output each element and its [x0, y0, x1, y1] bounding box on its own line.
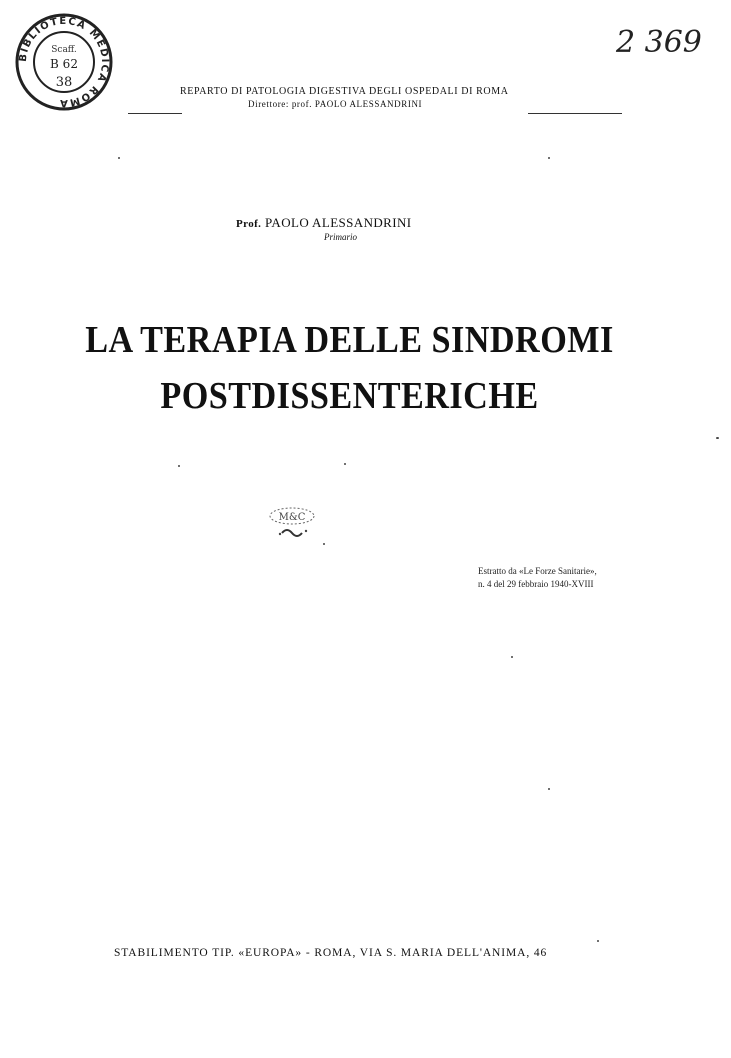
- paper-speck: [511, 656, 513, 658]
- extract-note-line2: n. 4 del 29 febbraio 1940-XVIII: [478, 579, 594, 589]
- stamp-center-line3: 38: [55, 75, 73, 90]
- author-name: PAOLO ALESSANDRINI: [264, 215, 412, 230]
- extract-note-line1: Estratto da «Le Forze Sanitarie»,: [478, 566, 597, 576]
- stamp-center-line1: Scaff.: [51, 45, 77, 55]
- library-stamp: [14, 12, 114, 112]
- publisher-mark: [262, 503, 322, 543]
- document-title-line1: LA TERAPIA DELLE SINDROMI: [85, 319, 614, 361]
- printer-imprint: STABILIMENTO TIP. «EUROPA» - ROMA, VIA S. MARIA DELL'ANIMA, 46: [114, 947, 548, 959]
- author-line: [236, 215, 496, 231]
- svg-text:2 369: 2 369: [616, 25, 702, 60]
- director-line: Direttore: prof. PAOLO ALESSANDRINI: [248, 99, 423, 109]
- header-rule-left: [128, 113, 182, 114]
- paper-speck: [323, 543, 325, 545]
- paper-speck: [178, 465, 180, 467]
- author-role: Primario: [324, 232, 358, 242]
- author-prefix: Prof.: [236, 218, 262, 230]
- svg-text:M&C: M&C: [278, 512, 306, 523]
- paper-speck: [344, 463, 346, 465]
- stamp-center-line2: B 62: [50, 57, 78, 71]
- header-rule-right: [528, 113, 622, 114]
- document-title-line2: POSTDISSENTERICHE: [160, 375, 539, 417]
- stamp-ring-text: BIBLIOTECA MEDICA ROMA: [17, 15, 111, 109]
- handwritten-inventory-number: [612, 16, 712, 66]
- paper-speck: [118, 157, 120, 159]
- department-heading: REPARTO DI PATOLOGIA DIGESTIVA DEGLI OSPEDALI DI ROMA: [180, 86, 509, 97]
- paper-speck: [716, 437, 719, 439]
- paper-speck: [597, 940, 599, 942]
- extract-note: [478, 565, 648, 591]
- paper-speck: [548, 788, 550, 790]
- paper-speck: [548, 157, 550, 159]
